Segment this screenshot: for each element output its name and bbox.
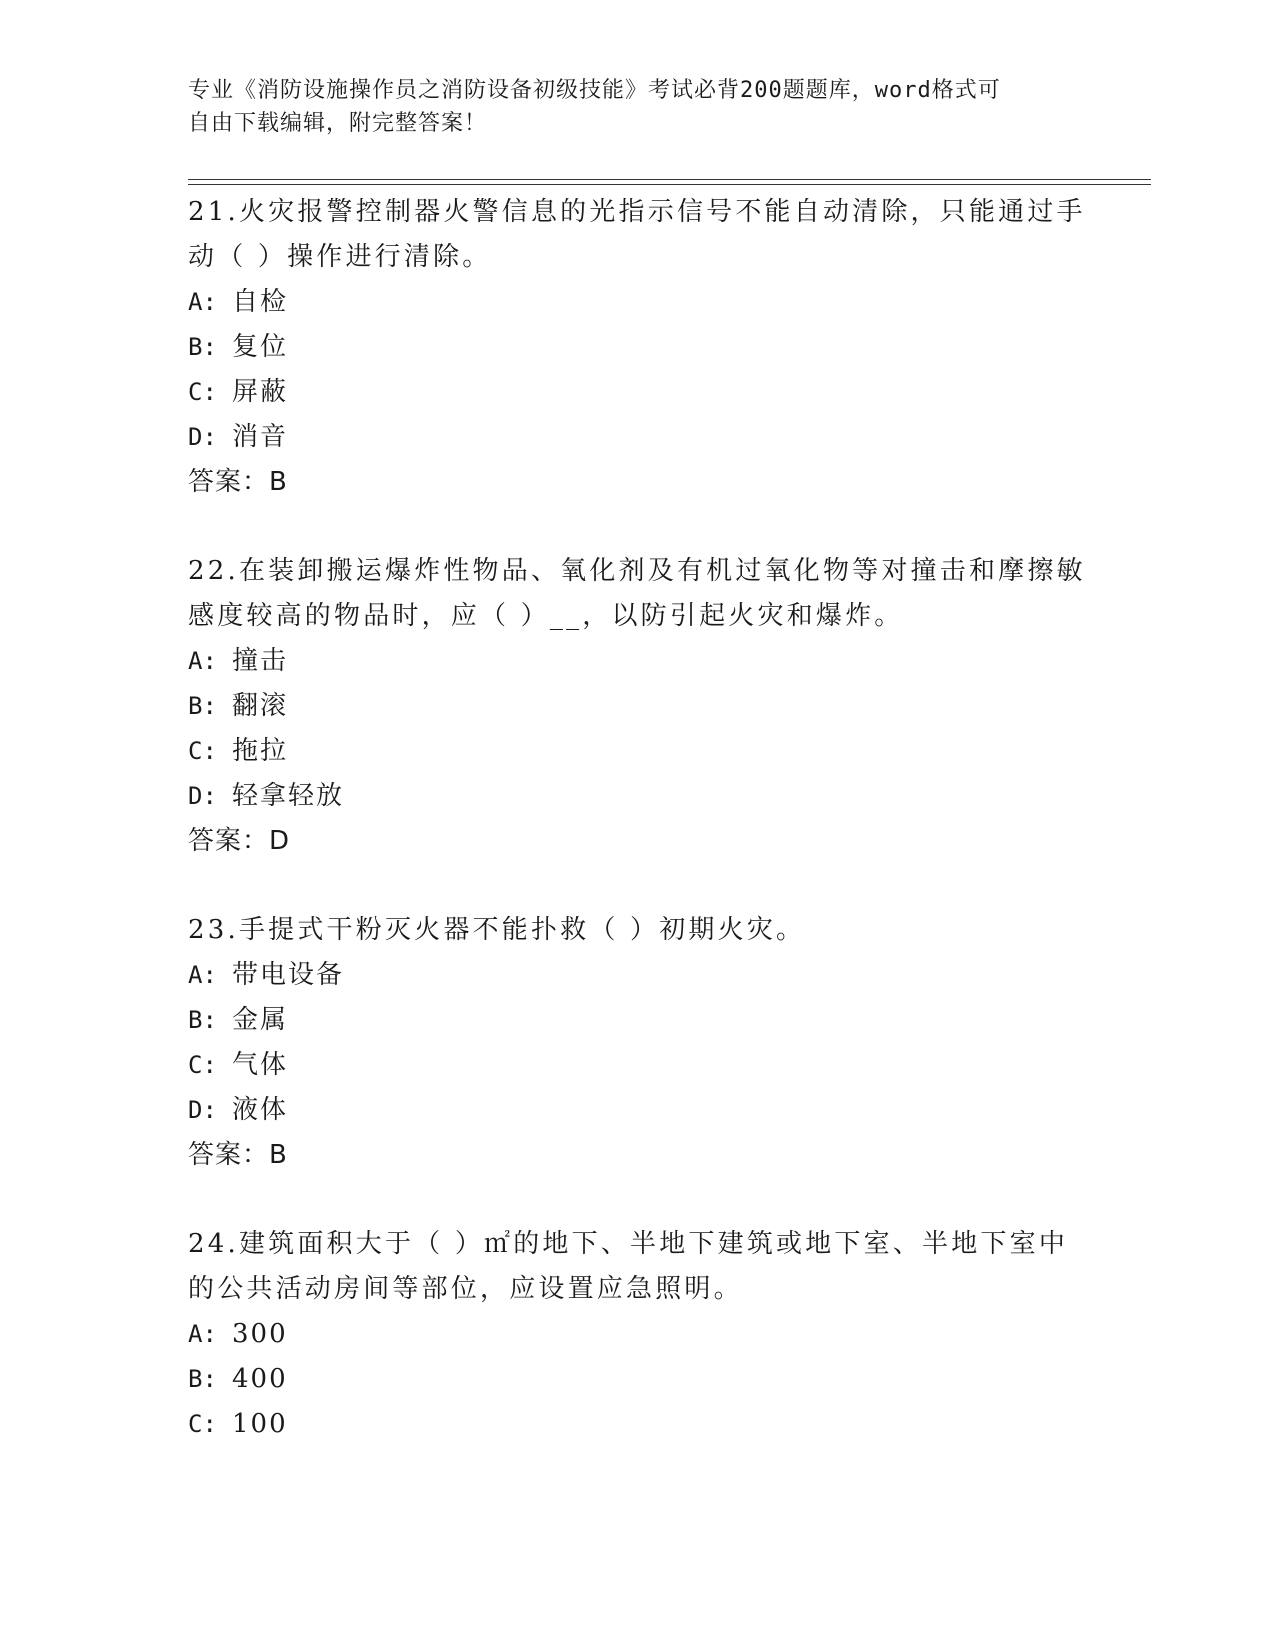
answer: 答案：D [188, 826, 291, 856]
option-a [188, 639, 1088, 684]
header-line-1: 专业《消防设施操作员之消防设备初级技能》考试必背200题题库，word格式可 [188, 78, 1001, 103]
question-22 [188, 549, 1088, 864]
option-a [188, 1312, 1088, 1357]
option-text: 撞击 [232, 646, 289, 676]
option-d [188, 1088, 1088, 1133]
option-d [188, 774, 1088, 819]
option-text: 气体 [232, 1050, 289, 1080]
option-key: D: [188, 1096, 217, 1124]
question-list [188, 190, 1088, 1491]
option-text: 100 [232, 1409, 288, 1439]
question-24 [188, 1222, 1088, 1447]
option-c [188, 1043, 1088, 1088]
option-text: 消音 [232, 422, 289, 452]
option-text: 屏蔽 [232, 377, 289, 407]
question-23 [188, 908, 1088, 1178]
option-key: B: [188, 692, 217, 720]
option-key: B: [188, 1006, 217, 1034]
option-text: 复位 [232, 332, 289, 362]
option-key: C: [188, 1051, 217, 1079]
option-b [188, 684, 1088, 729]
option-a [188, 280, 1088, 325]
option-text: 轻拿轻放 [232, 781, 345, 811]
option-text: 金属 [232, 1005, 289, 1035]
option-key: A: [188, 961, 217, 989]
option-c [188, 729, 1088, 774]
question-text: 22.在装卸搬运爆炸性物品、氧化剂及有机过氧化物等对撞击和摩擦敏感度较高的物品时，应（ ）__，以防引起火灾和爆炸。 [188, 556, 1086, 631]
option-text: 300 [232, 1319, 288, 1349]
header-divider-top [188, 179, 1151, 180]
option-c [188, 370, 1088, 415]
option-a [188, 953, 1088, 998]
option-text: 翻滚 [232, 691, 289, 721]
option-b [188, 998, 1088, 1043]
option-text: 拖拉 [232, 736, 289, 766]
option-key: A: [188, 288, 217, 316]
answer: 答案：B [188, 467, 288, 497]
question-text: 23.手提式干粉灭火器不能扑救（ ）初期火灾。 [188, 915, 806, 945]
question-21 [188, 190, 1088, 505]
option-key: C: [188, 737, 217, 765]
option-c [188, 1402, 1088, 1447]
option-key: D: [188, 423, 217, 451]
question-text: 24.建筑面积大于（ ）㎡的地下、半地下建筑或地下室、半地下室中的公共活动房间等部位，应设置应急照明。 [188, 1229, 1069, 1304]
option-b [188, 1357, 1088, 1402]
document-header [188, 74, 1068, 140]
option-key: C: [188, 1410, 217, 1438]
option-key: B: [188, 1365, 217, 1393]
option-text: 液体 [232, 1095, 289, 1125]
header-line-2: 自由下载编辑，附完整答案！ [188, 111, 488, 136]
option-d [188, 415, 1088, 460]
option-key: D: [188, 782, 217, 810]
answer: 答案：B [188, 1140, 288, 1170]
option-key: A: [188, 1320, 217, 1348]
header-divider-bottom [188, 184, 1151, 185]
option-text: 自检 [232, 287, 289, 317]
option-key: C: [188, 378, 217, 406]
option-b [188, 325, 1088, 370]
option-key: A: [188, 647, 217, 675]
option-text: 400 [232, 1364, 288, 1394]
option-key: B: [188, 333, 217, 361]
option-text: 带电设备 [232, 960, 345, 990]
question-text: 21.火灾报警控制器火警信息的光指示信号不能自动清除，只能通过手动（ ）操作进行清除。 [188, 197, 1086, 272]
